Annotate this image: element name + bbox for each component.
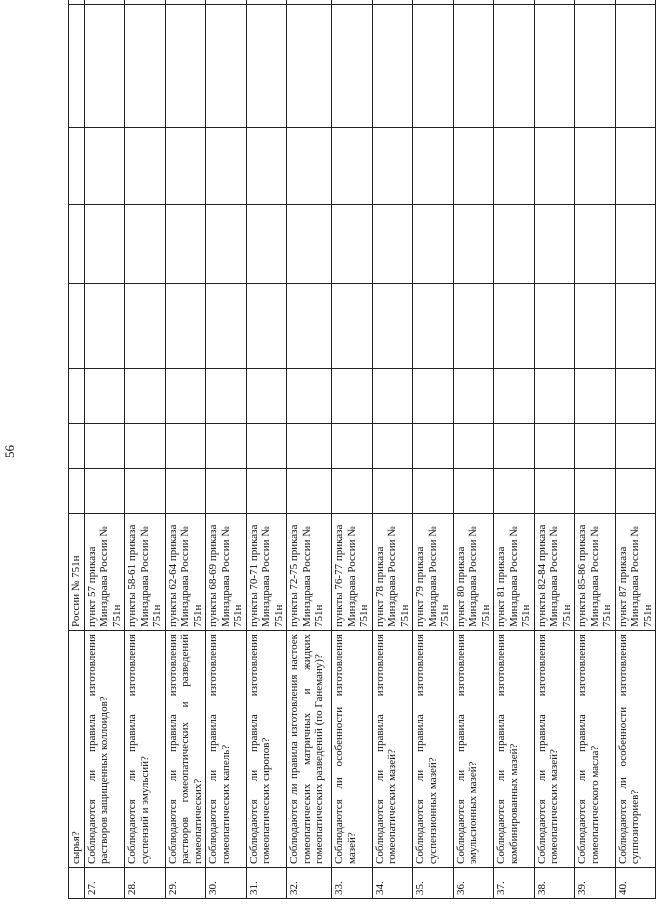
table-row xyxy=(453,0,494,899)
answer-cell xyxy=(575,469,616,514)
row-number-cell: 30. xyxy=(206,868,247,899)
answer-cell xyxy=(332,205,373,284)
answer-cell xyxy=(206,128,247,205)
reference-cell: пункт 57 приказа Минздрава России № 751н xyxy=(84,514,125,631)
row-number-cell: 36. xyxy=(453,868,494,899)
answer-cell xyxy=(494,469,535,514)
answer-cell xyxy=(494,0,535,5)
answer-cell xyxy=(125,5,166,128)
row-number-cell: 37. xyxy=(494,868,535,899)
answer-cell xyxy=(165,369,206,424)
page-number: 56 xyxy=(2,445,17,458)
answer-cell xyxy=(494,5,535,128)
question-cell: Соблюдаются ли правила изготовления суспензионных мазей? xyxy=(413,631,454,868)
answer-cell xyxy=(165,284,206,369)
reference-cell: пункт 78 приказа Минздрава России № 751н xyxy=(372,514,413,631)
answer-cell xyxy=(165,424,206,469)
row-number-cell: 33. xyxy=(332,868,373,899)
answer-cell xyxy=(165,5,206,128)
answer-cell xyxy=(69,369,85,424)
row-number-cell: 35. xyxy=(413,868,454,899)
answer-cell xyxy=(534,205,575,284)
answer-cell xyxy=(287,469,332,514)
table-row xyxy=(206,0,247,899)
answer-cell xyxy=(125,284,166,369)
row-number-cell: 40. xyxy=(615,868,656,899)
answer-cell xyxy=(575,128,616,205)
answer-cell xyxy=(287,0,332,5)
table-row xyxy=(125,0,166,899)
answer-cell xyxy=(69,205,85,284)
answer-cell xyxy=(413,424,454,469)
answer-cell xyxy=(615,424,656,469)
answer-cell xyxy=(84,284,125,369)
answer-cell xyxy=(206,0,247,5)
answer-cell xyxy=(494,128,535,205)
table-row xyxy=(372,0,413,899)
table-row xyxy=(413,0,454,899)
answer-cell xyxy=(372,5,413,128)
answer-cell xyxy=(413,0,454,5)
answer-cell xyxy=(84,205,125,284)
answer-cell xyxy=(332,284,373,369)
answer-cell xyxy=(453,284,494,369)
answer-cell xyxy=(287,205,332,284)
answer-cell xyxy=(206,5,247,128)
reference-cell: пункты 58-61 приказа Минздрава России № 751н xyxy=(125,514,166,631)
answer-cell xyxy=(69,5,85,128)
row-number-cell: 28. xyxy=(125,868,166,899)
question-cell: Соблюдаются ли правила изготовления гомеопатических мазей? xyxy=(534,631,575,868)
row-number-cell: 27. xyxy=(84,868,125,899)
answer-cell xyxy=(615,205,656,284)
answer-cell xyxy=(372,128,413,205)
row-number-cell: 31. xyxy=(246,868,287,899)
answer-cell xyxy=(84,128,125,205)
answer-cell xyxy=(206,284,247,369)
reference-cell: пункты 72-75 приказа Минздрава России № 751н xyxy=(287,514,332,631)
answer-cell xyxy=(534,284,575,369)
answer-cell xyxy=(84,5,125,128)
answer-cell xyxy=(287,424,332,469)
reference-cell: пункт 79 приказа Минздрава России № 751н xyxy=(413,514,454,631)
answer-cell xyxy=(413,469,454,514)
answer-cell xyxy=(575,0,616,5)
table-row xyxy=(246,0,287,899)
answer-cell xyxy=(246,369,287,424)
reference-cell: пункт 81 приказа Минздрава России № 751н xyxy=(494,514,535,631)
answer-cell xyxy=(615,128,656,205)
table-row xyxy=(615,0,656,899)
answer-cell xyxy=(575,284,616,369)
answer-cell xyxy=(615,469,656,514)
row-number-cell: 34. xyxy=(372,868,413,899)
table-row xyxy=(534,0,575,899)
answer-cell xyxy=(287,284,332,369)
answer-cell xyxy=(413,128,454,205)
table-row xyxy=(575,0,616,899)
answer-cell xyxy=(246,424,287,469)
answer-cell xyxy=(84,424,125,469)
answer-cell xyxy=(84,369,125,424)
answer-cell xyxy=(494,205,535,284)
answer-cell xyxy=(372,0,413,5)
question-cell: Соблюдаются ли правила изготовления гомеопатических сиропов? xyxy=(246,631,287,868)
question-cell: Соблюдаются ли правила изготовления комбинированных мазей? xyxy=(494,631,535,868)
answer-cell xyxy=(125,128,166,205)
reference-cell: пункты 68-69 приказа Минздрава России № 751н xyxy=(206,514,247,631)
reference-cell: пункт 80 приказа Минздрава России № 751н xyxy=(453,514,494,631)
answer-cell xyxy=(615,369,656,424)
answer-cell xyxy=(372,469,413,514)
answer-cell xyxy=(332,128,373,205)
answer-cell xyxy=(246,284,287,369)
answer-cell xyxy=(534,0,575,5)
answer-cell xyxy=(287,128,332,205)
answer-cell xyxy=(453,128,494,205)
answer-cell xyxy=(534,128,575,205)
table-row xyxy=(332,0,373,899)
answer-cell xyxy=(206,469,247,514)
answer-cell xyxy=(332,0,373,5)
answer-cell xyxy=(165,128,206,205)
answer-cell xyxy=(534,5,575,128)
table-row xyxy=(494,0,535,899)
answer-cell xyxy=(494,284,535,369)
answer-cell xyxy=(125,424,166,469)
answer-cell xyxy=(206,205,247,284)
question-cell: Соблюдаются ли правила изготовления гомеопатического масла? xyxy=(575,631,616,868)
answer-cell xyxy=(332,369,373,424)
table-row-continuation xyxy=(69,0,85,899)
answer-cell xyxy=(413,369,454,424)
question-cell: Соблюдаются ли особенности изготовления суппозиториев? xyxy=(615,631,656,868)
answer-cell xyxy=(165,469,206,514)
answer-cell xyxy=(453,469,494,514)
answer-cell xyxy=(575,205,616,284)
answer-cell xyxy=(69,284,85,369)
answer-cell xyxy=(125,469,166,514)
answer-cell xyxy=(575,5,616,128)
answer-cell xyxy=(453,0,494,5)
table-row xyxy=(287,0,332,899)
reference-cell: пункты 82-84 приказа Минздрава России № 751н xyxy=(534,514,575,631)
answer-cell xyxy=(206,424,247,469)
answer-cell xyxy=(494,424,535,469)
answer-cell xyxy=(287,5,332,128)
answer-cell xyxy=(453,424,494,469)
answer-cell xyxy=(413,284,454,369)
question-cell: Соблюдаются ли правила изготовления растворов защищенных коллоидов? xyxy=(84,631,125,868)
answer-cell xyxy=(84,469,125,514)
answer-cell xyxy=(453,5,494,128)
answer-cell xyxy=(615,5,656,128)
reference-cell: России № 751н xyxy=(69,514,85,631)
answer-cell xyxy=(165,205,206,284)
answer-cell xyxy=(372,205,413,284)
answer-cell xyxy=(69,424,85,469)
question-cell: Соблюдаются ли правила изготовления гомеопатических капель? xyxy=(206,631,247,868)
answer-cell xyxy=(413,5,454,128)
answer-cell xyxy=(287,369,332,424)
answer-cell xyxy=(453,369,494,424)
answer-cell xyxy=(246,0,287,5)
answer-cell xyxy=(69,128,85,205)
answer-cell xyxy=(246,5,287,128)
answer-cell xyxy=(125,369,166,424)
answer-cell xyxy=(453,205,494,284)
reference-cell: пункты 70-71 приказа Минздрава России № 751н xyxy=(246,514,287,631)
answer-cell xyxy=(125,205,166,284)
question-cell: Соблюдаются ли правила изготовления настоек гомеопатических матричных и жидких гомеопатических разведений (по Ганеману)? xyxy=(287,631,332,868)
answer-cell xyxy=(206,369,247,424)
reference-cell: пункты 62-64 приказа Минздрава России № 751н xyxy=(165,514,206,631)
answer-cell xyxy=(534,369,575,424)
reference-cell: пункты 85-86 приказа Минздрава России № 751н xyxy=(575,514,616,631)
question-cell: Соблюдаются ли правила изготовления гомеопатических мазей? xyxy=(372,631,413,868)
answer-cell xyxy=(575,369,616,424)
table-row xyxy=(165,0,206,899)
question-cell: Соблюдаются ли правила изготовления эмульсионных мазей? xyxy=(453,631,494,868)
answer-cell xyxy=(125,0,166,5)
answer-cell xyxy=(494,369,535,424)
question-cell: Соблюдаются ли правила изготовления растворов гомеопатических и разведений гомеопатических? xyxy=(165,631,206,868)
table-row xyxy=(84,0,125,899)
answer-cell xyxy=(69,469,85,514)
question-cell: Соблюдаются ли особенности изготовления мазей? xyxy=(332,631,373,868)
answer-cell xyxy=(372,369,413,424)
answer-cell xyxy=(332,424,373,469)
answer-cell xyxy=(575,424,616,469)
answer-cell xyxy=(69,0,85,5)
answer-cell xyxy=(413,205,454,284)
answer-cell xyxy=(246,128,287,205)
row-number-cell xyxy=(69,868,85,899)
row-number-cell: 32. xyxy=(287,868,332,899)
answer-cell xyxy=(534,424,575,469)
answer-cell xyxy=(534,469,575,514)
row-number-cell: 39. xyxy=(575,868,616,899)
answer-cell xyxy=(615,284,656,369)
checklist-table xyxy=(68,0,656,899)
answer-cell xyxy=(615,0,656,5)
answer-cell xyxy=(332,5,373,128)
answer-cell xyxy=(84,0,125,5)
answer-cell xyxy=(372,284,413,369)
answer-cell xyxy=(246,469,287,514)
answer-cell xyxy=(165,0,206,5)
answer-cell xyxy=(372,424,413,469)
reference-cell: пункт 87 приказа Минздрава России № 751н xyxy=(615,514,656,631)
answer-cell xyxy=(332,469,373,514)
answer-cell xyxy=(246,205,287,284)
row-number-cell: 29. xyxy=(165,868,206,899)
reference-cell: пункты 76-77 приказа Минздрава России № 751н xyxy=(332,514,373,631)
row-number-cell: 38. xyxy=(534,868,575,899)
question-cell: сырья? xyxy=(69,631,85,868)
question-cell: Соблюдаются ли правила изготовления суспензий и эмульсий? xyxy=(125,631,166,868)
